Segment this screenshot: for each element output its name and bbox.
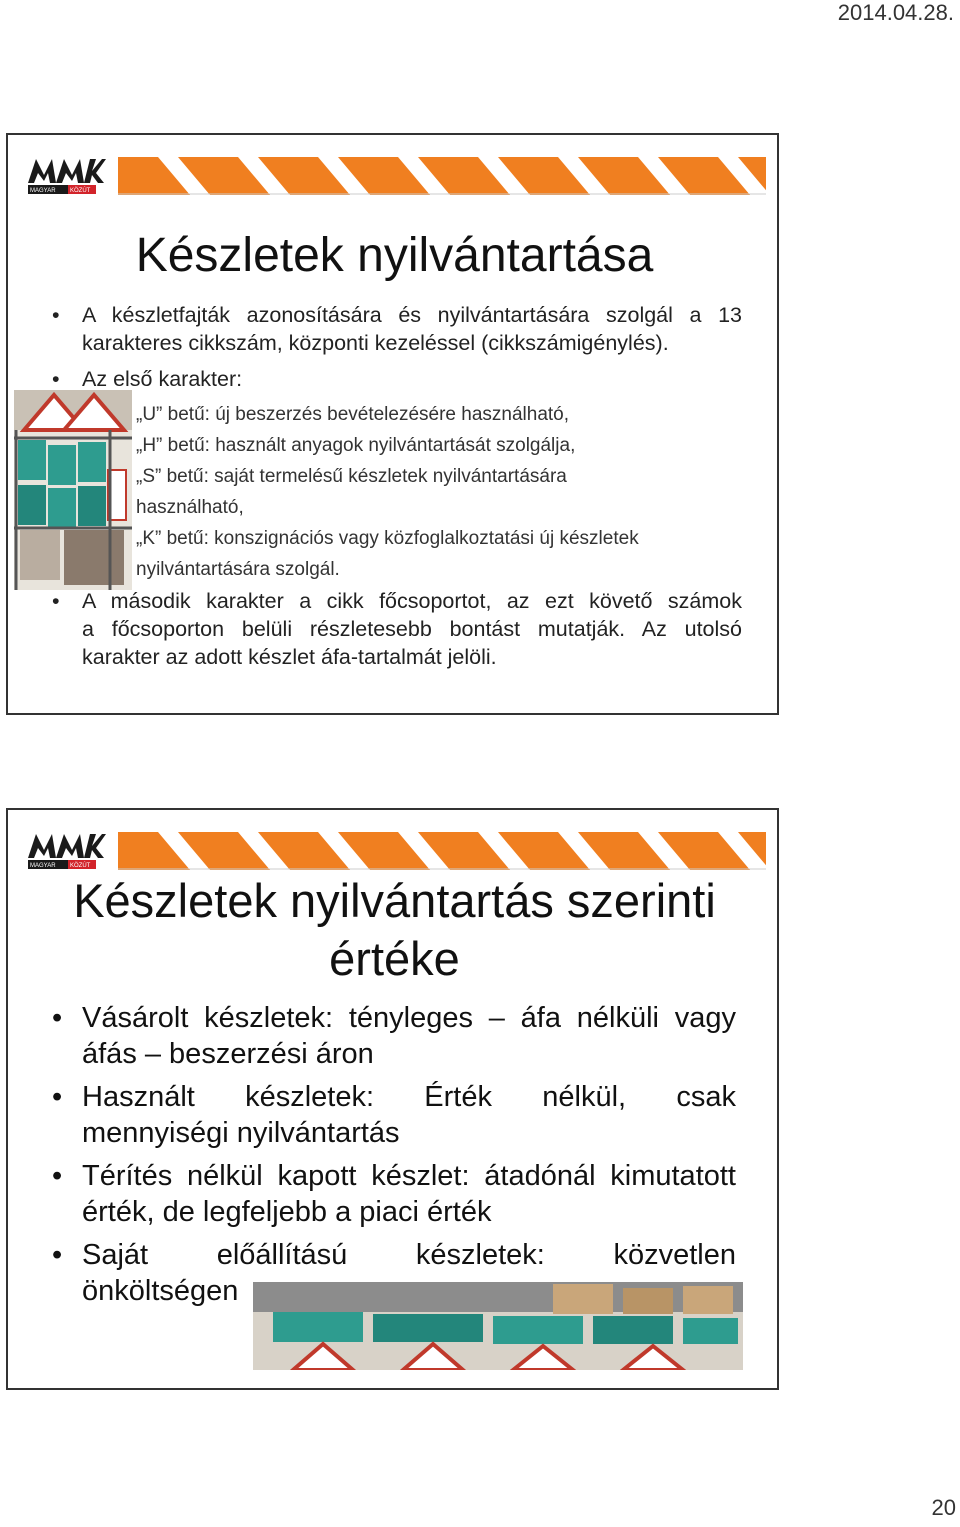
orange-stripe-banner (118, 157, 766, 195)
bullet-3-line-3: karakter az adott készlet áfa-tartalmát jelöli. (82, 645, 497, 669)
slide-2 (6, 808, 779, 1390)
stored-road-signs-photo (253, 1282, 743, 1370)
bullet-dot: • (52, 1002, 63, 1034)
bullet-1-line-1: Vásárolt készletek: tényleges – áfa nélküli vagy (82, 1002, 736, 1034)
bullet-dot: • (52, 589, 60, 613)
orange-stripe-banner (118, 832, 766, 870)
bullet-dot: • (52, 303, 60, 327)
svg-text:KÖZÚT: KÖZÚT (70, 188, 91, 194)
sub-item-k-cont: nyilvántartására szolgál. (136, 559, 340, 580)
page-date: 2014.04.28. (837, 0, 954, 25)
bullet-2: Az első karakter: (82, 367, 243, 391)
bullet-1-line-1: A készletfajták azonosítására és nyilvántartására szolgál a 13 (82, 303, 742, 327)
sub-list (136, 399, 639, 585)
sub-item-u: „U” betű: új beszerzés bevételezésére használható, (136, 404, 570, 425)
svg-text:MAGYAR: MAGYAR (30, 188, 56, 194)
slide-1-title: Készletek nyilvántartása (135, 229, 654, 282)
bullet-dot: • (52, 1160, 63, 1192)
bullet-dot: • (52, 1081, 63, 1113)
slide-2-title-line-1: Készletek nyilvántartás szerinti (73, 874, 716, 927)
slide-2-title-line-2: értéke (329, 932, 460, 985)
bullet-4-line-1: Saját előállítású készletek: közvetlen (82, 1239, 736, 1271)
page-number: 20 (931, 1495, 956, 1520)
sub-item-s: „S” betű: saját termelésű készletek nyilvántartására (136, 466, 567, 487)
bullet-1-line-2: karakteres cikkszám, központi kezeléssel (cikkszámigénylés). (82, 331, 669, 355)
bullet-3-line-2: érték, de legfeljebb a piaci érték (82, 1196, 492, 1228)
road-signs-rack-photo (14, 390, 132, 590)
bullet-dot: • (52, 367, 60, 391)
bullet-3-line-1: Térítés nélkül kapott készlet: átadónál kimutatott (82, 1160, 736, 1192)
svg-text:KÖZÚT: KÖZÚT (70, 863, 91, 869)
svg-text:MAGYAR: MAGYAR (30, 863, 56, 869)
bullet-4-line-2: önköltségen (82, 1275, 239, 1307)
slide-2-title (8, 872, 779, 988)
bullet-2-line-1: Használt készletek: Érték nélkül, csak (82, 1081, 736, 1113)
sub-item-k: „K” betű: konszignációs vagy közfoglalkoztatási új készletek (136, 528, 639, 549)
bullet-1-line-2: áfás – beszerzési áron (82, 1038, 374, 1070)
bullet-2-line-2: mennyiségi nyilvántartás (82, 1117, 400, 1149)
bullet-3-line-2: a főcsoporton belüli részletesebb bontást mutatják. Az utolsó (82, 617, 742, 641)
magyar-kozut-logo (26, 153, 106, 197)
slide-1 (6, 133, 779, 715)
bullet-3-line-1: A második karakter a cikk főcsoportot, az ezt követő számok (82, 589, 742, 613)
sub-item-s-cont: használható, (136, 497, 244, 518)
sub-item-h: „H” betű: használt anyagok nyilvántartását szolgálja, (136, 435, 576, 456)
magyar-kozut-logo (26, 828, 106, 872)
bullet-dot: • (52, 1239, 63, 1271)
